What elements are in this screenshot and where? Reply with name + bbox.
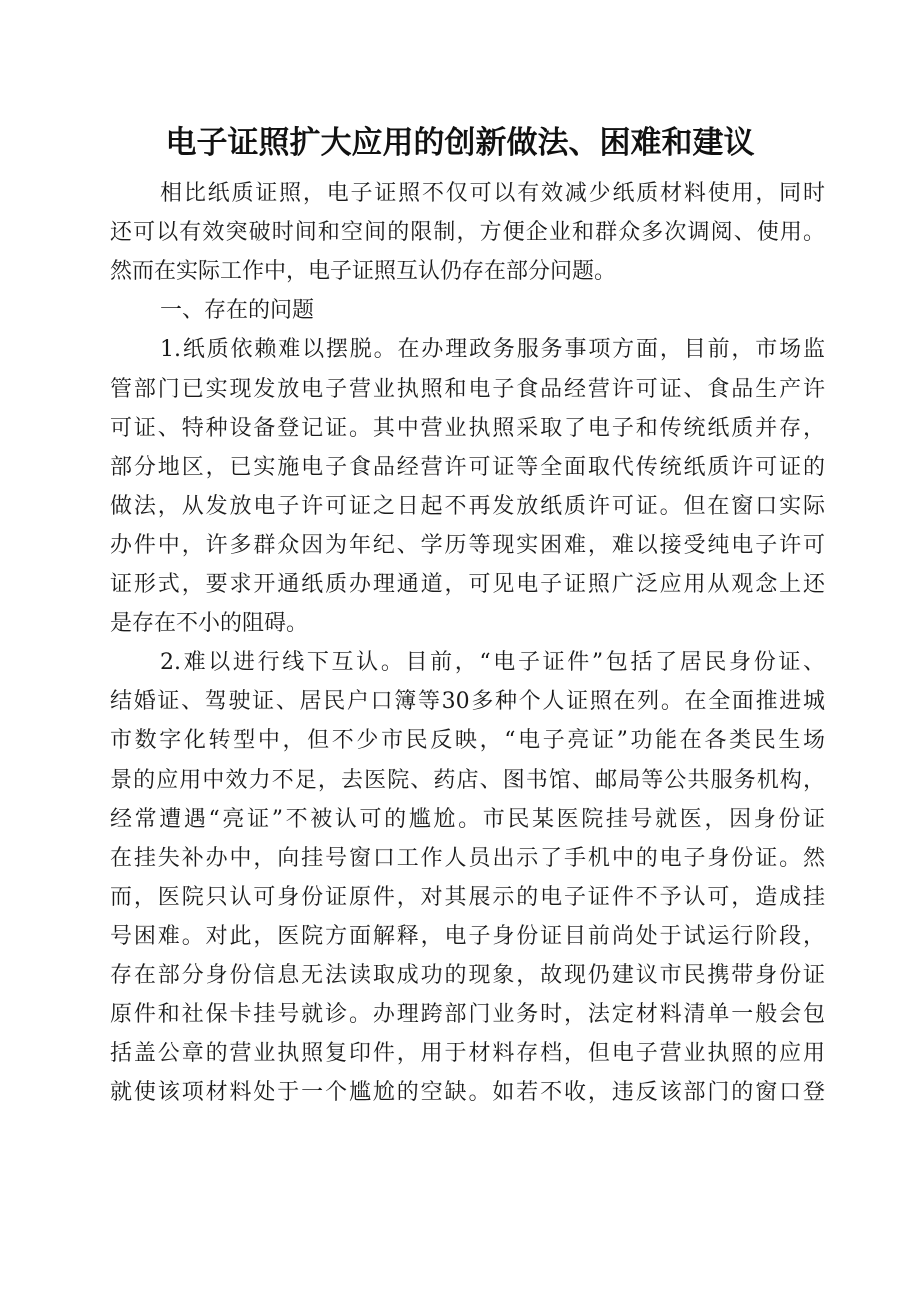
text-line: 在挂失补办中，向挂号窗口工作人员出示了手机中的电子身份证。然 <box>110 845 825 871</box>
text-line: 然而在实际工作中，电子证照互认仍存在部分问题。 <box>110 259 617 285</box>
text-line: 部分地区，已实施电子食品经营许可证等全面取代传统纸质许可证的 <box>110 454 825 480</box>
text-line: 就使该项材料处于一个尴尬的空缺。如若不收，违反该部门的窗口登 <box>110 1080 825 1106</box>
text-line: 原件和社保卡挂号就诊。办理跨部门业务时，法定材料清单一般会包 <box>110 1002 825 1028</box>
text-line: 证形式，要求开通纸质办理通道，可见电子证照广泛应用从观念上还 <box>110 572 825 597</box>
text-line: 经常遭遇“亮证”不被认可的尴尬。市民某医院挂号就医，因身份证 <box>110 806 825 832</box>
text-line: 而，医院只认可身份证原件，对其展示的电子证件不予认可，造成挂 <box>110 884 825 910</box>
text-line: 是存在不小的阻碍。 <box>110 611 309 637</box>
text-line: 做法，从发放电子许可证之日起不再发放纸质许可证。但在窗口实际 <box>110 493 825 519</box>
text-line: 可证、特种设备登记证。其中营业执照采取了电子和传统纸质并存， <box>110 415 825 441</box>
document-title: 电子证照扩大应用的创新做法、困难和建议 <box>165 125 755 161</box>
text-line: 括盖公章的营业执照复印件，用于材料存档，但电子营业执照的应用 <box>110 1041 825 1067</box>
text-line: 相比纸质证照，电子证照不仅可以有效减少纸质材料使用，同时 <box>160 181 825 206</box>
text-line: 1.纸质依赖难以摆脱。在办理政务服务事项方面，目前，市场监 <box>160 337 825 363</box>
text-line: 一、存在的问题 <box>160 298 315 324</box>
text-line: 景的应用中效力不足，去医院、药店、图书馆、邮局等公共服务机构， <box>110 767 825 793</box>
text-line: 管部门已实现发放电子营业执照和电子食品经营许可证、食品生产许 <box>110 376 825 402</box>
text-line: 还可以有效突破时间和空间的限制，方便企业和群众多次调阅、使用。 <box>110 220 825 246</box>
text-line: 市数字化转型中，但不少市民反映，“电子亮证”功能在各类民生场 <box>110 728 825 754</box>
text-line: 结婚证、驾驶证、居民户口簿等30多种个人证照在列。在全面推进城 <box>110 689 825 715</box>
text-line: 办件中，许多群众因为年纪、学历等现实困难，难以接受纯电子许可 <box>110 532 825 558</box>
text-line: 存在部分身份信息无法读取成功的现象，故现仍建议市民携带身份证 <box>110 963 825 988</box>
text-line: 2.难以进行线下互认。目前，“电子证件”包括了居民身份证、 <box>160 650 825 676</box>
text-line: 号困难。对此，医院方面解释，电子身份证目前尚处于试运行阶段， <box>110 923 825 949</box>
